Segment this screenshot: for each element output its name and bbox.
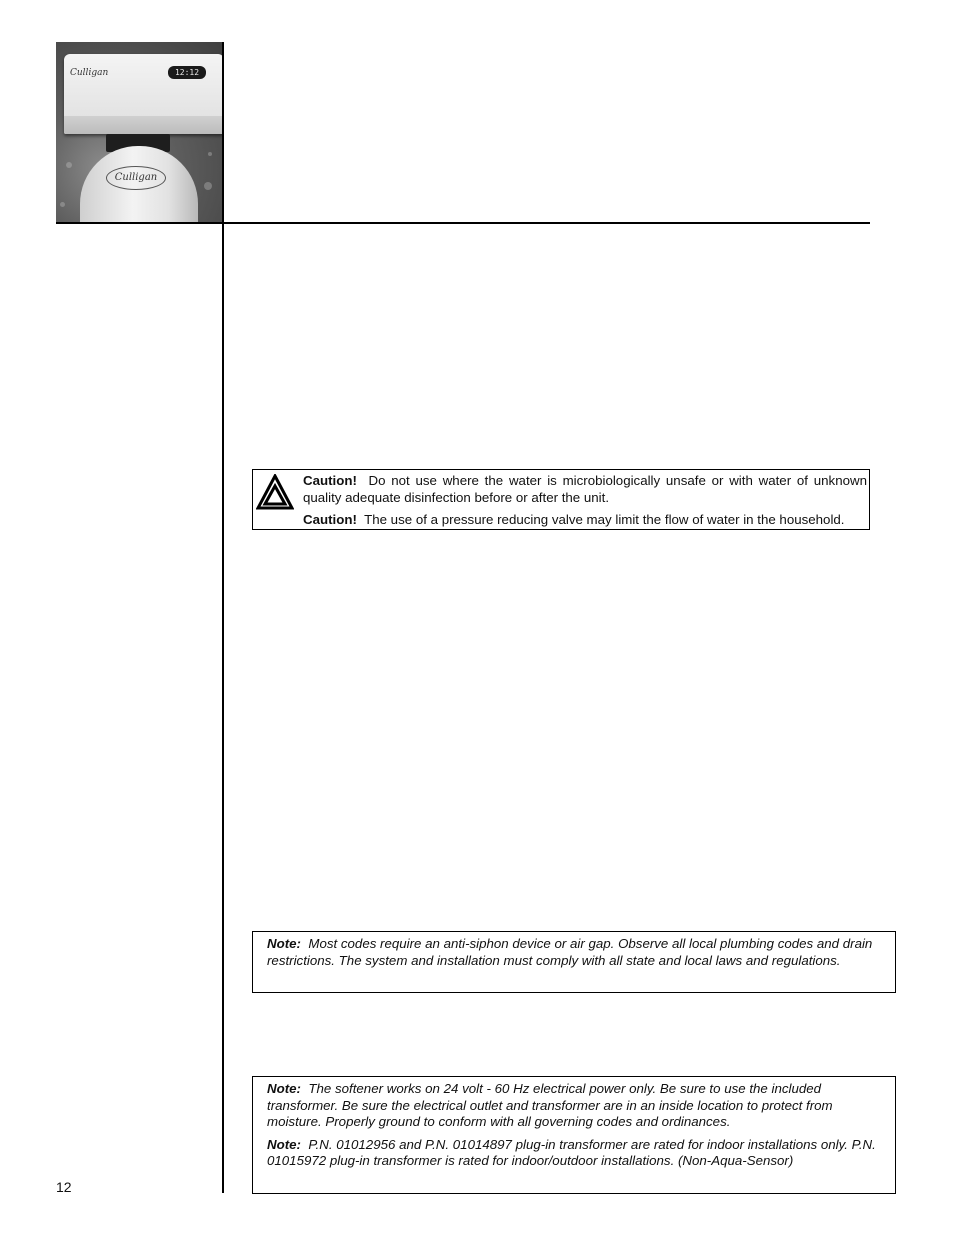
warning-triangle-icon [256, 474, 294, 510]
page-number: 12 [56, 1179, 72, 1195]
caution-item [303, 512, 867, 529]
caution-message: Do not use where the water is microbiologically unsafe or with water of unknown quality adequate disinfection before or after the unit. [303, 473, 867, 505]
caution-text [303, 473, 867, 529]
caution-item [303, 473, 867, 506]
photo-texture [204, 182, 212, 190]
photo-texture [60, 202, 65, 207]
note-message: P.N. 01012956 and P.N. 01014897 plug-in transformer are rated for indoor installations only. P.N. 01015972 plug-in transformer is rated for indoor/outdoor installations. (Non-Aqua-Sensor) [267, 1136, 876, 1168]
header-horizontal-rule [56, 222, 870, 224]
note-message: The softener works on 24 volt - 60 Hz electrical power only. Be sure to use the included transformer. Be sure the electrical outlet and transformer are in an inside location to protect from moisture. Properly ground to conform with all governing codes and ordinances. [267, 1081, 833, 1129]
softener-tank [80, 146, 198, 223]
tank-brand-logo: Culligan [106, 166, 166, 190]
photo-texture [208, 152, 212, 156]
note-label: Note: [267, 936, 301, 951]
control-valve [64, 54, 223, 134]
note-item [267, 1081, 883, 1131]
caution-label: Caution! [303, 512, 357, 527]
caution-box [252, 469, 870, 530]
margin-vertical-rule [222, 42, 224, 1193]
valve-display: 12:12 [168, 66, 206, 79]
caution-message: The use of a pressure reducing valve may limit the flow of water in the household. [364, 512, 845, 527]
note-label: Note: [267, 1136, 301, 1152]
note-box-electrical [252, 1076, 896, 1194]
valve-brand-logo: Culligan [70, 68, 109, 78]
note-box-drain [252, 931, 896, 993]
note-message: Most codes require an anti-siphon device or air gap. Observe all local plumbing codes and drain restrictions. The system and installation must comply with all state and local laws and regulations. [267, 936, 873, 968]
valve-bevel [64, 116, 223, 134]
note-item [267, 936, 883, 969]
note-label: Note: [267, 1081, 301, 1096]
note-item [267, 1137, 883, 1170]
photo-texture [66, 162, 72, 168]
caution-label: Caution! [303, 473, 357, 488]
product-photo [56, 42, 223, 223]
